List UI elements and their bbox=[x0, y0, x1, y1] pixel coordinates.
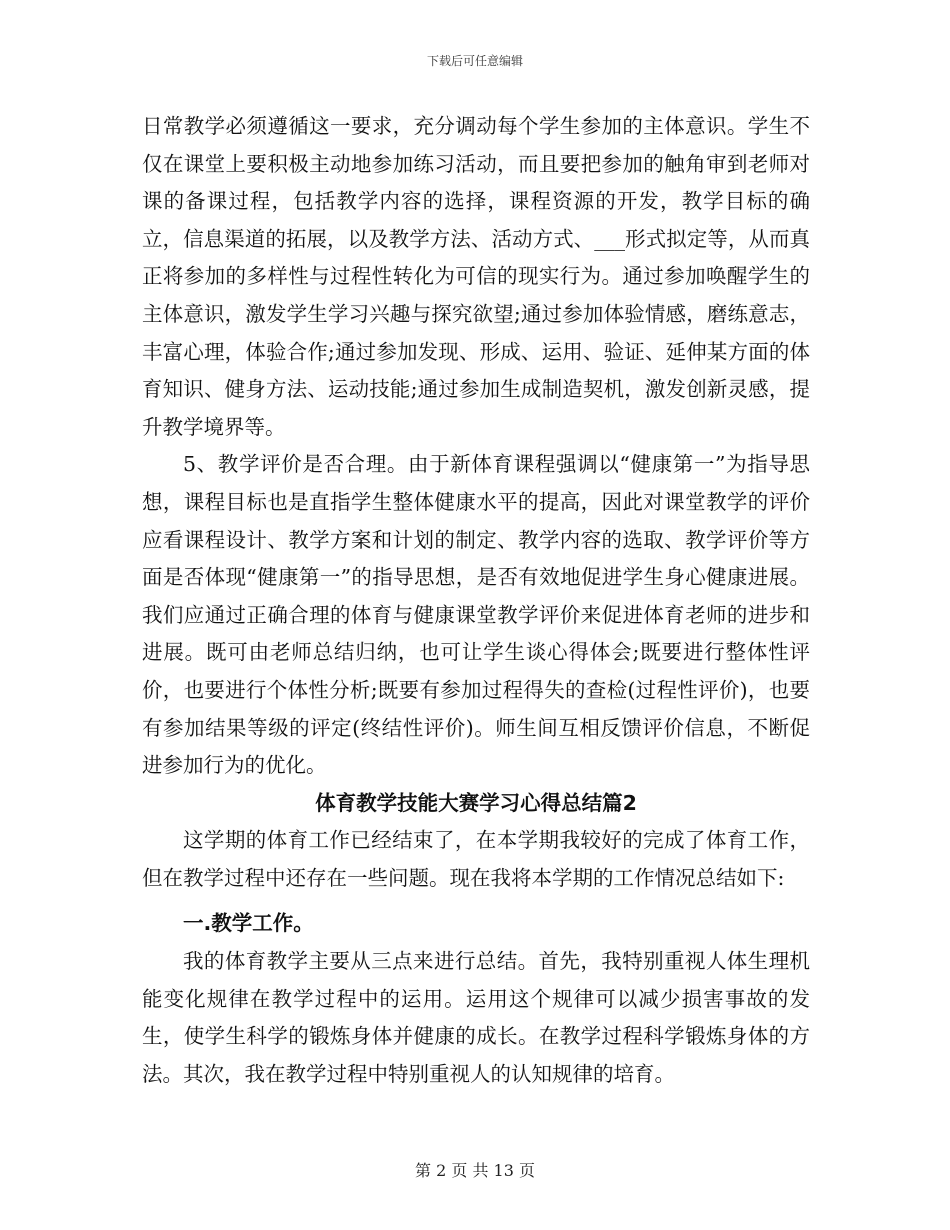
paragraph-2: 5、教学评价是否合理。由于新体育课程强调以“健康第一”为指导思想，课程目标也是直指学生整体健康水平的提高，因此对课堂教学的评价应看课程设计、教学方案和计划的制定、教学内容的选取、教学评价等方面是否体现“健康第一”的指导思想，是否有效地促进学生身心健康进展。我们应通过正确合理的体育与健康课堂教学评价来促进体育老师的进步和进展。既可由老师总结归纳，也可让学生谈心得体会;既要进行整体性评价，也要进行个体性分析;既要有参加过程得失的查检(过程性评价)，也要有参加结果等级的评定(终结性评价)。师生间互相反馈评价信息，不断促进参加行为的优化。 bbox=[142, 452, 810, 778]
section-title: 体育教学技能大赛学习心得总结篇2 bbox=[315, 790, 637, 815]
page-number: 第 2 页 共 13 页 bbox=[415, 1161, 535, 1180]
subheading-teaching-work: 一.教学工作。 bbox=[183, 911, 314, 936]
document-body bbox=[142, 108, 810, 1093]
paragraph-1: 日常教学必须遵循这一要求，充分调动每个学生参加的主体意识。学生不仅在课堂上要积极主动地参加练习活动，而且要把参加的触角审到老师对课的备课过程，包括教学内容的选择，课程资源的开发，教学目标的确立，信息渠道的拓展，以及教学方法、活动方式、___形式拟定等，从而真正将参加的多样性与过程性转化为可信的现实行为。通过参加唤醒学生的主体意识，激发学生学习兴趣与探究欲望;通过参加体验情感，磨练意志，丰富心理，体验合作;通过参加发现、形成、运用、验证、延伸某方面的体育知识、健身方法、运动技能;通过参加生成制造契机，激发创新灵感，提升教学境界等。 bbox=[142, 114, 810, 439]
paragraph-3: 这学期的体育工作已经结束了，在本学期我较好的完成了体育工作，但在教学过程中还存在一些问题。现在我将本学期的工作情况总结如下: bbox=[142, 828, 810, 890]
page-header-note: 下载后可任意编辑 bbox=[426, 54, 523, 68]
paragraph-4: 我的体育教学主要从三点来进行总结。首先，我特别重视人体生理机能变化规律在教学过程中的运用。运用这个规律可以减少损害事故的发生，使学生科学的锻炼身体并健康的成长。在教学过程科学锻炼身体的方法。其次，我在教学过程中特别重视人的认知规律的培育。 bbox=[142, 949, 810, 1086]
